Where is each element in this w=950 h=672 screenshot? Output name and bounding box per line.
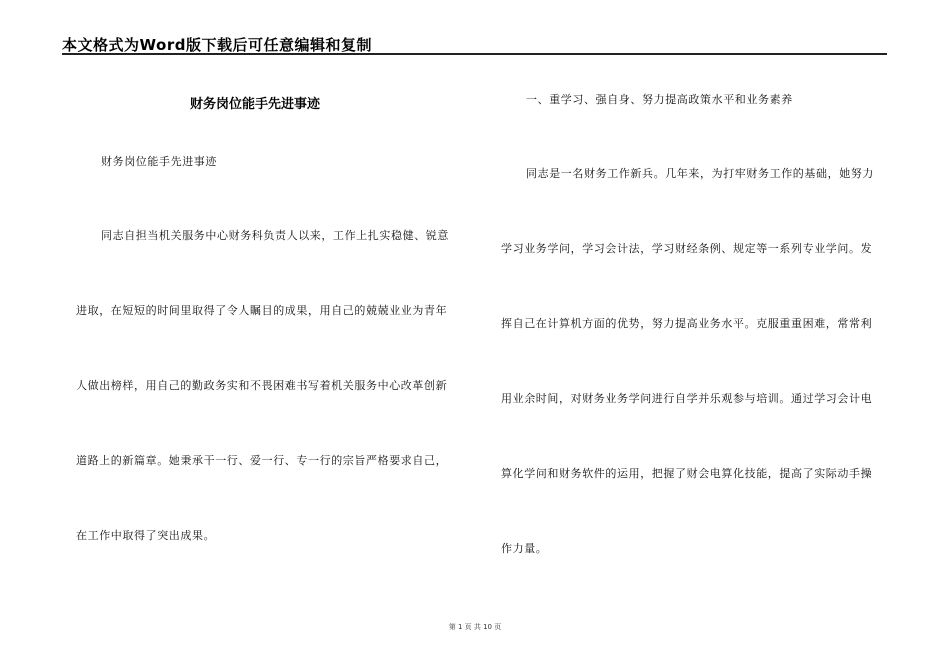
left-line: 道路上的新篇章。她秉承干一行、爱一行、专一行的宗旨严格要求自己， [76, 454, 448, 467]
right-line: 学习业务学问，学习会计法，学习财经条例、规定等一系列专业学问。发 [501, 242, 873, 255]
left-line: 同志自担当机关服务中心财务科负责人以来，工作上扎实稳健、锐意 [101, 229, 449, 242]
right-line: 挥自己在计算机方面的优势，努力提高业务水平。克服重重困难，常常利 [501, 317, 873, 330]
left-line: 人做出榜样，用自己的勤政务实和不畏困难书写着机关服务中心改革创新 [76, 379, 448, 392]
left-line: 在工作中取得了突出成果。 [76, 529, 216, 542]
left-line: 进取，在短短的时间里取得了令人瞩目的成果，用自己的兢兢业业为青年 [76, 304, 448, 317]
right-line: 用业余时间，对财务业务学问进行自学并乐观参与培训。通过学习会计电 [501, 392, 873, 405]
right-line: 作力量。 [501, 542, 548, 555]
right-line: 算化学问和财务软件的运用，把握了财会电算化技能，提高了实际动手操 [501, 467, 873, 480]
page-number: 第 1 页 共 10 页 [448, 623, 502, 631]
document-title: 财务岗位能手先进事迹 [190, 97, 321, 112]
left-line-subtitle: 财务岗位能手先进事迹 [101, 155, 217, 168]
section-heading: 一、重学习、强自身、努力提高政策水平和业务素养 [526, 93, 793, 106]
page-header-title: 本文格式为Word版下载后可任意编辑和复制 [62, 36, 372, 54]
right-line: 同志是一名财务工作新兵。几年来，为打牢财务工作的基础，她努力 [526, 167, 874, 180]
header-divider [62, 53, 887, 55]
